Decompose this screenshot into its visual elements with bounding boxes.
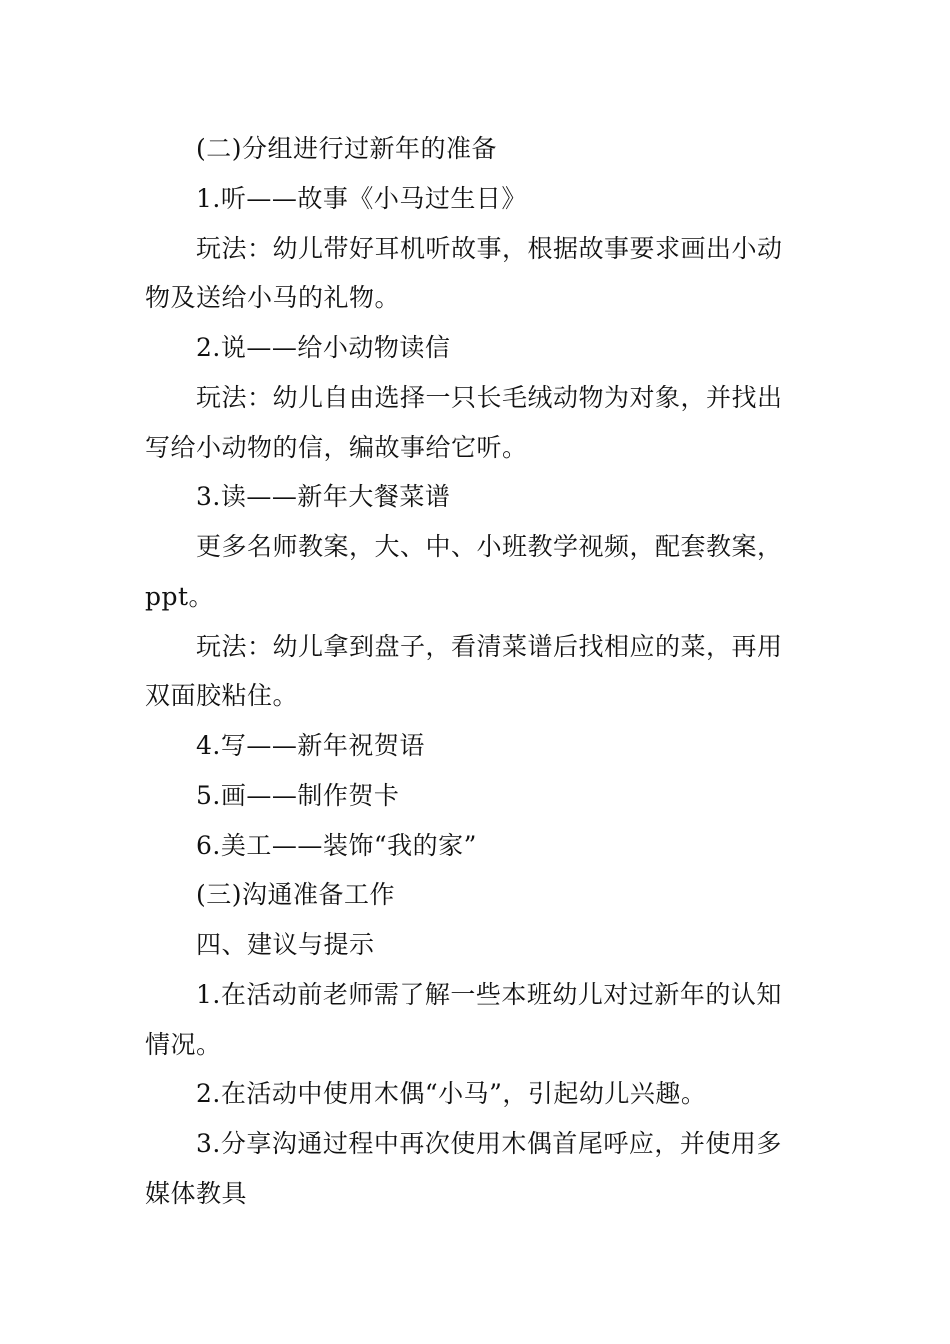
paragraph-listen-rules-line2: 物及送给小马的礼物。 bbox=[145, 283, 401, 312]
paragraph-listen-rules-line1: 玩法：幼儿带好耳机听故事，根据故事要求画出小动 bbox=[196, 234, 783, 263]
paragraph-read-rules-line1: 玩法：幼儿拿到盘子，看清菜谱后找相应的菜，再用 bbox=[196, 632, 783, 661]
promo-text-line2: ppt。 bbox=[145, 582, 215, 611]
paragraph-read-rules-line2: 双面胶粘住。 bbox=[145, 681, 299, 710]
suggestion-3-line2: 媒体教具 bbox=[145, 1179, 248, 1208]
section-heading-grouped-prep: (二)分组进行过新年的准备 bbox=[196, 134, 498, 163]
item-write-greetings: 4.写——新年祝贺语 bbox=[196, 731, 425, 760]
item-read-menu: 3.读——新年大餐菜谱 bbox=[196, 482, 451, 511]
paragraph-speak-rules-line1: 玩法：幼儿自由选择一只长毛绒动物为对象，并找出 bbox=[196, 383, 783, 412]
promo-text-line1: 更多名师教案，大、中、小班教学视频，配套教案， bbox=[196, 532, 783, 561]
suggestion-1-line1: 1.在活动前老师需了解一些本班幼儿对过新年的认知 bbox=[196, 980, 782, 1009]
item-speak-read-letter: 2.说——给小动物读信 bbox=[196, 333, 451, 362]
section-heading-suggestions: 四、建议与提示 bbox=[196, 930, 375, 959]
suggestion-2: 2.在活动中使用木偶“小马”，引起幼儿兴趣。 bbox=[196, 1079, 707, 1108]
paragraph-speak-rules-line2: 写给小动物的信，编故事给它听。 bbox=[145, 433, 528, 462]
item-draw-card: 5.画——制作贺卡 bbox=[196, 781, 400, 810]
item-listen-story: 1.听——故事《小马过生日》 bbox=[196, 184, 527, 213]
suggestion-1-line2: 情况。 bbox=[145, 1030, 222, 1059]
suggestion-3-line1: 3.分享沟通过程中再次使用木偶首尾呼应，并使用多 bbox=[196, 1129, 782, 1158]
section-heading-communication-prep: (三)沟通准备工作 bbox=[196, 880, 396, 909]
item-craft-decorate: 6.美工——装饰“我的家” bbox=[196, 831, 477, 860]
